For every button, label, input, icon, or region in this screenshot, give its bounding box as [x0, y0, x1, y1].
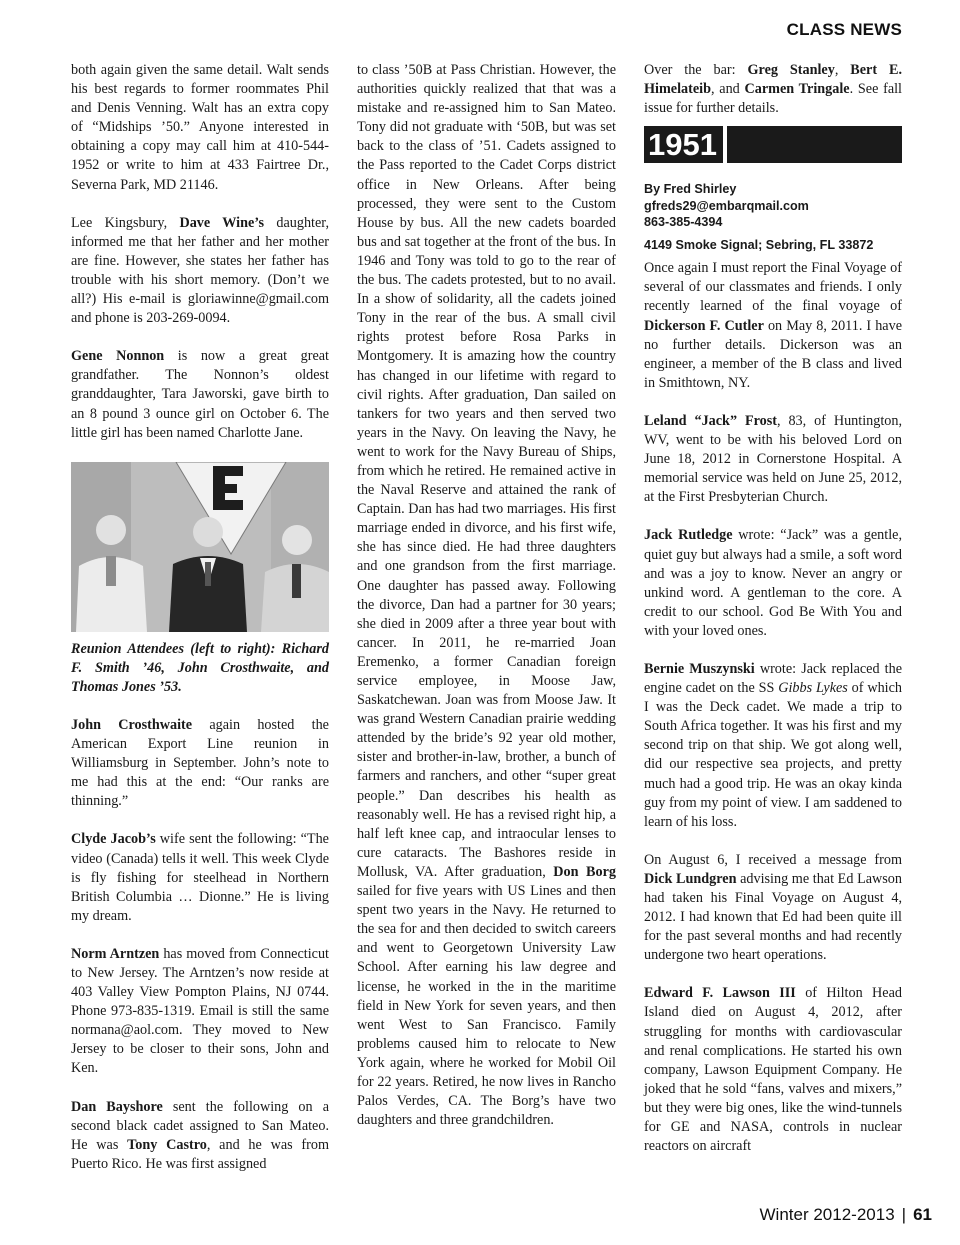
paragraph-over-the-bar: Over the bar: Greg Stanley, Bert E. Himelateib, and Carmen Tringale. See fall issue for further details. [644, 62, 903, 117]
paragraph-frost: Leland “Jack” Frost, 83, of Huntington, WV, went to be with his beloved Lord on June 18, 2012 in Cornerstone Hospital. A memorial service was held on June 25, 2012, at the First Presbyterian Church. [644, 412, 902, 506]
class-year: 1951 [644, 126, 723, 163]
paragraph-castro-continued: to class ’50B at Pass Christian. However, the authorities quickly realized that that was a mistake and re-assigned him to San Mateo. Tony did not graduate with ‘50B, but was set back to the class of ’51. Cadets assigned to the Pass reported to the Cadet Corps district office in New Orleans. After being processed, they were sent to the Custom House by bus. All the new cadets boarded bus and sat together at the front of the bus. In 1946 and Tony was told to go to the rear of the bus. The cadets protested, but to no avail. In a show of solidarity, all the cadets joined Tony in the rear of the bus. A small civil rights protest before Rosa Parks in Montgomery. It is amazing how the country has changed in our lifetime with regard to civil rights. After graduation, Dan sailed on tankers for two years and then served two years in the Navy. On leaving the Navy, he went to work for the Navy Bureau of Ships, from which he retired. He remained active in the Naval Reserve and attained the rank of Captain. Dan has had two marriages. His first marriage ended in divorce, and his first wife, she has since died. He had three daughters and one grandson from the first marriage. One daughter has passed away. Following the divorce, Dan had a partner for 30 years; she died in 2009 after a three year bout with cancer. In 2011, he re-married Joan Eremenko, a former Canadian foreign service employee, in Moose Jaw, Saskatchewan. Joan was from Moose Jaw. It was grand Western Canadian prairie wedding attended by the bride’s 92 year old mother, sister and brother-in-law, brother, a bunch of farmers and ranchers, and other “super great people.” Dan describes his health as reasonably well. He has a revised right hip, a half left knee cap, and intraocular lenses to cure cataracts. The Bashores reside in Mollusk, VA. After graduation, Don Borg sailed for five years with US Lines and then spent two years in the Navy. He returned to the sea for and then decided to switch careers and went to Georgetown University Law School. After earning his law degree and license, he worked in the in the maritime field in New York for seven years, and then went West to San Francisco. Family problems caused him to relocate to New York again, where he worked for Mobil Oil for 22 years. Retired, he now lives in Rancho Palos Verdes, CA. The Borg’s have two daughters and three grandchildren. [357, 62, 616, 1129]
paragraph-bayshore: Dan Bayshore sent the following on a second black cadet assigned to San Mateo. He was Tony Castro, and he was from Puerto Rico. He was first assigned [71, 1098, 329, 1172]
secretary-email: gfreds29@embarqmail.com [644, 198, 809, 213]
secretary-name: By Fred Shirley [644, 182, 737, 197]
paragraph-crosthwaite: John Crosthwaite again hosted the American Export Line reunion in Williamsburg in September. John’s note to me had this at the end: “Our ranks are thinning.” [71, 716, 329, 810]
column-3 [644, 61, 902, 1156]
secretary-address: 4149 Smoke Signal; Sebring, FL 33872 [644, 237, 874, 252]
footer-separator: | [901, 1205, 907, 1224]
paragraph-nonnon: Gene Nonnon is now a great great grandfather. The Nonnon’s oldest granddaughter, Tara Jaworski, gave birth to an 8 pound 3 ounce girl on October 6. The little girl has been named Charlotte Jane. [71, 348, 329, 441]
secretary-phone: 863-385-4394 [644, 215, 723, 230]
column-2 [357, 61, 616, 1130]
paragraph-lawson: Edward F. Lawson III of Hilton Head Island died on August 4, 2012, after struggling for months with cardiovascular and renal complications. He started his own company, Lawson Equipment Company. He joked that he sold “fans, valves and mixers,” but they were big ones, like the wind-tunnels for GE and NASA, controls in nuclear reactors on aircraft [644, 985, 902, 1155]
paragraph-rutledge: Jack Rutledge wrote: “Jack” was a gentle, quiet guy but always had a smile, a soft word and was a joy to know. Never an angry or unkind word. A gentleman to the core. A credit to our school. God Be With You and with your loved ones. [644, 527, 902, 639]
paragraph-muszynski: Bernie Muszynski wrote: Jack replaced the engine cadet on the SS Gibbs Lykes of which I was the Deck cadet. We made a trip to South Africa together. It was his first and my second trip on that ship. We got along well, did our respective sea projects, and pretty much had a good trip. He was an okay kinda guy from my point of view. I am saddened to learn of his loss. [644, 660, 903, 830]
paragraph-walt: both again given the same detail. Walt sends his best regards to former roommates Phil and Denis Venning. Walt has an extra copy of “Midships ’50.” Anyone interested in obtaining a copy may call him at 410-544-1952 or write to him at 433 Fairtree Dr., Severna Park, MD 21146. [71, 62, 329, 193]
column-1 [71, 61, 329, 1174]
page-footer [760, 1205, 932, 1225]
page-number: 61 [913, 1205, 932, 1224]
issue-label: Winter 2012-2013 [759, 1205, 895, 1224]
class-year-banner [644, 126, 902, 163]
reunion-photo [71, 462, 329, 632]
paragraph-cutler: Once again I must report the Final Voyage of several of our classmates and friends. I only recently learned of the final voyage of Dickerson F. Cutler on May 8, 2011. I have no further details. Dickerson was an engineer, a member of the B class and lived in Smithtown, NY. [644, 260, 902, 391]
paragraph-kingsbury: Lee Kingsbury, Dave Wine’s daughter, informed me that her father and her mother are fine. However, she states her father has trouble with his short memory. (Don’t we all?) His e-mail is gloriawinne@gmail.com and phone is 203-269-0094. [71, 214, 329, 327]
photo-caption: Reunion Attendees (left to right): Richard F. Smith ’46, John Crosthwaite, and Thomas Jones ’53. [71, 640, 329, 695]
section-header: CLASS NEWS [786, 20, 902, 39]
class-secretary-contact [644, 181, 902, 253]
paragraph-jacob: Clyde Jacob’s wife sent the following: “The video (Canada) tells it well. This week Clyde is fly fishing for steelhead in Northern British Columbia … Dionne.” He is living my dream. [71, 831, 329, 924]
paragraph-arntzen: Norm Arntzen has moved from Connecticut to New Jersey. The Arntzen’s now reside at 403 Valley View Pompton Plains, NJ 0744. Phone 973-835-1319. Email is still the same normana@aol.com. They moved to New Jersey to be closer to their sons, John and Ken. [71, 945, 329, 1077]
paragraph-lundgren: On August 6, I received a message from Dick Lundgren advising me that Ed Lawson had taken his Final Voyage on August 4, 2012. I had known that Ed had been quite ill for the past several months and had recently undergone two heart operations. [644, 851, 902, 964]
